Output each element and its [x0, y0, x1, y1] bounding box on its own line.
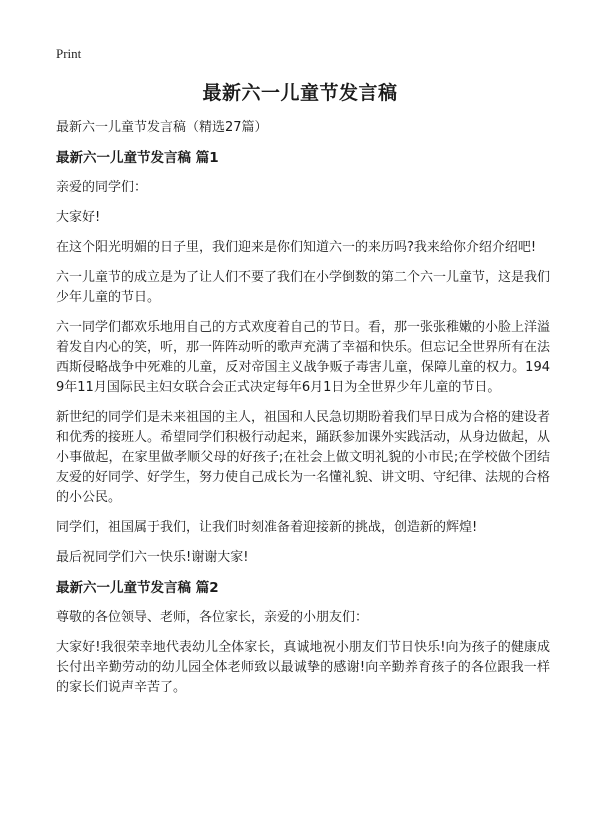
paragraph: 六一同学们都欢乐地用自己的方式欢度着自己的节日。看，那一张张稚嫩的小脸上洋溢着发自内心的笑，听，那一阵阵动听的歌声充满了幸福和快乐。但忘记全世界所有在法西斯侵略战争中死难的儿童，反对帝国主义战争贩子毒害儿童，保障儿童的权力。1949年11月国际民主妇女联合会正式决定每年6月1日为全世界少年儿童的节日。 [56, 320, 551, 395]
paragraph: 六一儿童节的成立是为了让人们不要了我们在小学倒数的第二个六一儿童节，这是我们少年儿童的节日。 [56, 270, 551, 305]
print-label: Print [56, 46, 82, 61]
paragraph: 同学们，祖国属于我们，让我们时刻准备着迎接新的挑战，创造新的辉煌! [56, 520, 478, 535]
section-heading: 最新六一儿童节发言稿 篇1 [56, 150, 219, 166]
paragraph: 大家好!我很荣幸地代表幼儿全体家长，真诚地祝小朋友们节日快乐!向为孩子的健康成长付出辛勤劳动的幼儿园全体老师致以最诚挚的感谢!向辛勤养育孩子的各位跟我一样的家长们说声辛苦了。 [56, 640, 550, 695]
document-title: 最新六一儿童节发言稿 [202, 82, 398, 104]
paragraph: 亲爱的同学们： [56, 180, 148, 195]
paragraph: 最后祝同学们六一快乐!谢谢大家! [56, 550, 249, 565]
document-body [56, 118, 550, 708]
paragraph: 大家好! [56, 210, 101, 225]
paragraph: 新世纪的同学们是未来祖国的主人，祖国和人民急切期盼着我们早日成为合格的建设者和优秀的接班人。希望同学们积极行动起来，踊跃参加课外实践活动，从身边做起，从小事做起，在家里做孝顺父母的好孩子;在社会上做文明礼貌的小市民;在学校做个团结友爱的好同学、好学生，努力使自己成长为一名懂礼貌、讲文明、守纪律、法规的合格的小公民。 [56, 410, 551, 505]
paragraph: 在这个阳光明媚的日子里，我们迎来是你们知道六一的来历吗?我来给你介绍介绍吧! [56, 240, 537, 255]
document-subtitle: 最新六一儿童节发言稿（精选27篇） [56, 120, 268, 135]
section-heading: 最新六一儿童节发言稿 篇2 [56, 580, 219, 596]
paragraph: 尊敬的各位领导、老师，各位家长，亲爱的小朋友们： [56, 610, 369, 625]
section-2 [56, 578, 550, 698]
section-1 [56, 148, 550, 568]
